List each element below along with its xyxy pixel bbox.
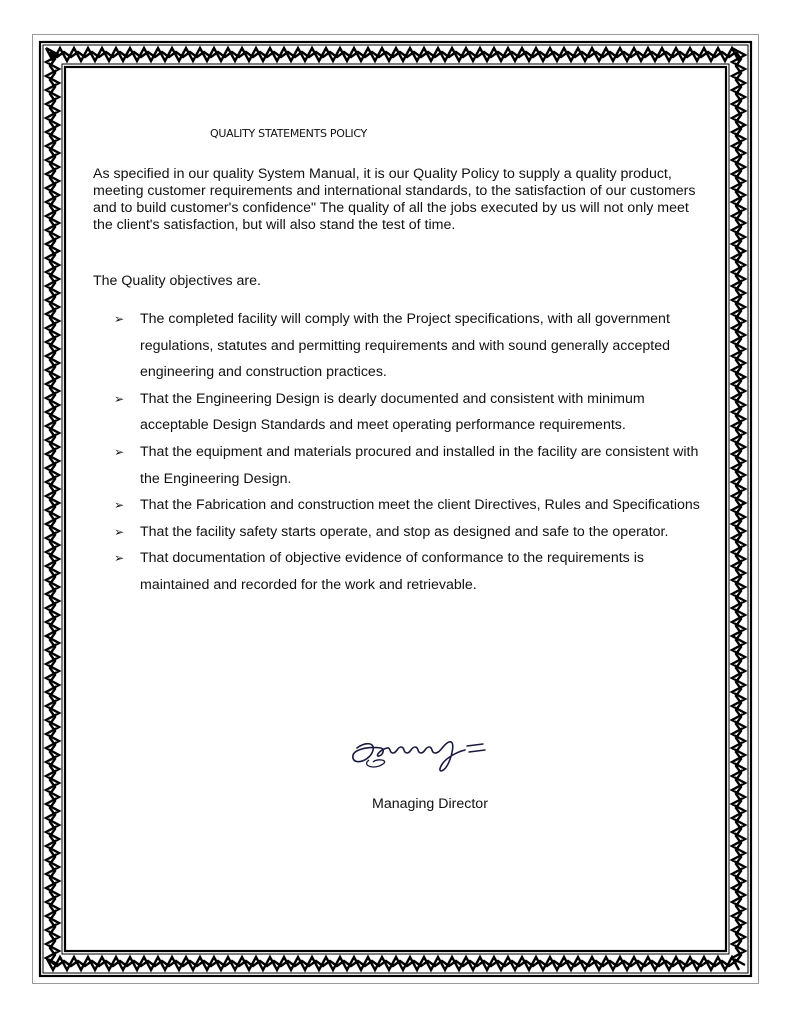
- arrow-bullet-icon: ➢: [114, 444, 125, 459]
- objective-item: [114, 439, 704, 492]
- signatory-title: Managing Director: [372, 796, 488, 812]
- objective-item: [114, 306, 704, 386]
- objective-item: [114, 545, 704, 598]
- objective-text: That the Engineering Design is dearly documented and consistent with minimum acceptable Design Standards and meet operating performance requirements.: [140, 390, 645, 434]
- objective-item: [114, 386, 704, 439]
- objective-text: That the equipment and materials procured and installed in the facility are consistent with the Engineering Design.: [140, 443, 699, 487]
- objectives-list: [114, 306, 704, 599]
- objectives-intro: The Quality objectives are.: [93, 273, 261, 289]
- policy-paragraph: As specified in our quality System Manual, it is our Quality Policy to supply a quality product, meeting customer requirements and international standards, to the satisfaction of our customers and to build customer's confidence" The quality of all the jobs executed by us will not only meet the client's satisfaction, but will also stand the test of time.: [93, 166, 696, 233]
- arrow-bullet-icon: ➢: [114, 551, 125, 566]
- objective-text: The completed facility will comply with the Project specifications, with all government regulations, statutes and permitting requirements and with sound generally accepted engineering and construction practices.: [140, 311, 670, 381]
- arrow-bullet-icon: ➢: [114, 524, 125, 539]
- document-title: QUALITY STATEMENTS POLICY: [210, 127, 367, 140]
- arrow-bullet-icon: ➢: [114, 391, 125, 406]
- arrow-bullet-icon: ➢: [114, 498, 125, 513]
- objective-text: That documentation of objective evidence of conformance to the requirements is maintained and recorded for the work and retrievable.: [140, 550, 644, 593]
- objective-item: [114, 519, 704, 546]
- objective-text: That the Fabrication and construction meet the client Directives, Rules and Specifications: [140, 497, 700, 514]
- objective-item: [114, 492, 704, 519]
- signature-image: [345, 722, 515, 782]
- objective-text: That the facility safety starts operate, and stop as designed and safe to the operator.: [140, 523, 669, 540]
- arrow-bullet-icon: ➢: [114, 312, 125, 326]
